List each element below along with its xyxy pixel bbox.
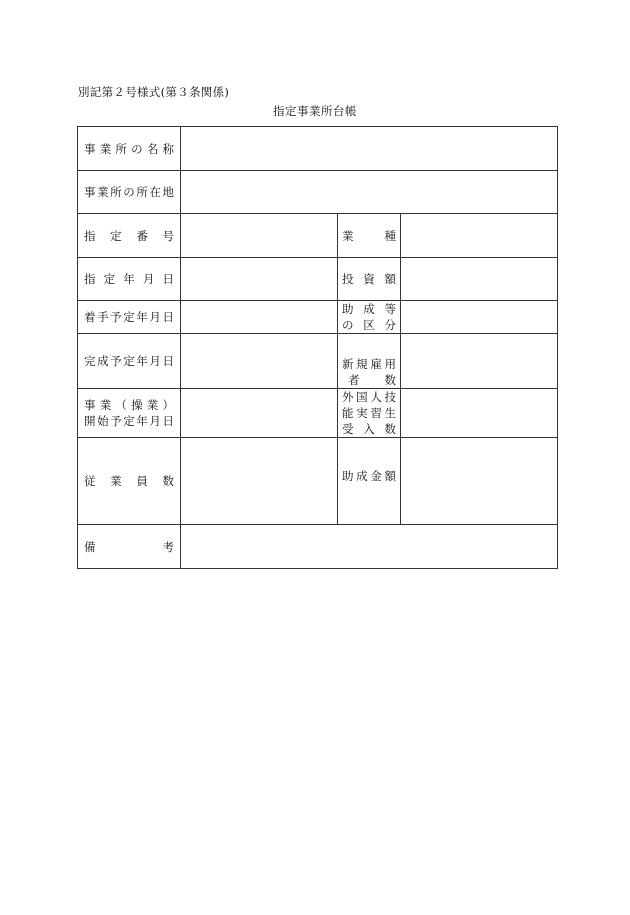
row-completion-date <box>78 334 558 389</box>
value-new-hires[interactable] <box>401 334 558 389</box>
value-completion-date[interactable] <box>181 334 338 389</box>
value-industry[interactable] <box>401 214 558 258</box>
value-office-location[interactable] <box>181 171 558 214</box>
value-employees[interactable] <box>181 438 338 525</box>
form-number-label: 別記第２号様式(第３条関係) <box>78 85 230 99</box>
label-investment-amount: 投 資 額 <box>338 258 401 301</box>
label-office-name: 事 業 所 の 名 称 <box>78 127 181 171</box>
row-start-date <box>78 301 558 334</box>
label-new-hires: 新 規 雇 用 者 数 <box>338 334 401 389</box>
document-title: 指定事業所台帳 <box>273 104 357 118</box>
label-office-location: 事 業 所 の 所 在 地 <box>78 171 181 214</box>
row-designation-number <box>78 214 558 258</box>
value-designation-number[interactable] <box>181 214 338 258</box>
row-office-location <box>78 171 558 214</box>
ledger-table <box>77 126 558 569</box>
label-operation-start: 事 業 （ 操 業 ） 開 始 予 定 年 月 日 <box>78 389 181 438</box>
row-employees <box>78 438 558 525</box>
label-employees: 従 業 員 数 <box>78 438 181 525</box>
label-designation-date: 指 定 年 月 日 <box>78 258 181 301</box>
value-subsidy-category[interactable] <box>401 301 558 334</box>
label-remarks: 備 考 <box>78 525 181 569</box>
label-industry: 業 種 <box>338 214 401 258</box>
value-start-date[interactable] <box>181 301 338 334</box>
label-completion-date: 完 成 予 定 年 月 日 <box>78 334 181 389</box>
label-designation-number: 指 定 番 号 <box>78 214 181 258</box>
row-designation-date <box>78 258 558 301</box>
label-start-date: 着 手 予 定 年 月 日 <box>78 301 181 334</box>
value-operation-start[interactable] <box>181 389 338 438</box>
value-office-name[interactable] <box>181 127 558 171</box>
label-subsidy-category: 助 成 等 の 区 分 <box>338 301 401 334</box>
label-foreign-trainees: 外 国 人 技 能 実 習 生 受 入 数 <box>338 389 401 438</box>
row-office-name <box>78 127 558 171</box>
row-operation-start <box>78 389 558 438</box>
value-subsidy-amount[interactable] <box>401 438 558 525</box>
value-foreign-trainees[interactable] <box>401 389 558 438</box>
row-remarks <box>78 525 558 569</box>
label-subsidy-amount: 助 成 金 額 <box>338 438 401 525</box>
value-investment-amount[interactable] <box>401 258 558 301</box>
value-designation-date[interactable] <box>181 258 338 301</box>
value-remarks[interactable] <box>181 525 558 569</box>
